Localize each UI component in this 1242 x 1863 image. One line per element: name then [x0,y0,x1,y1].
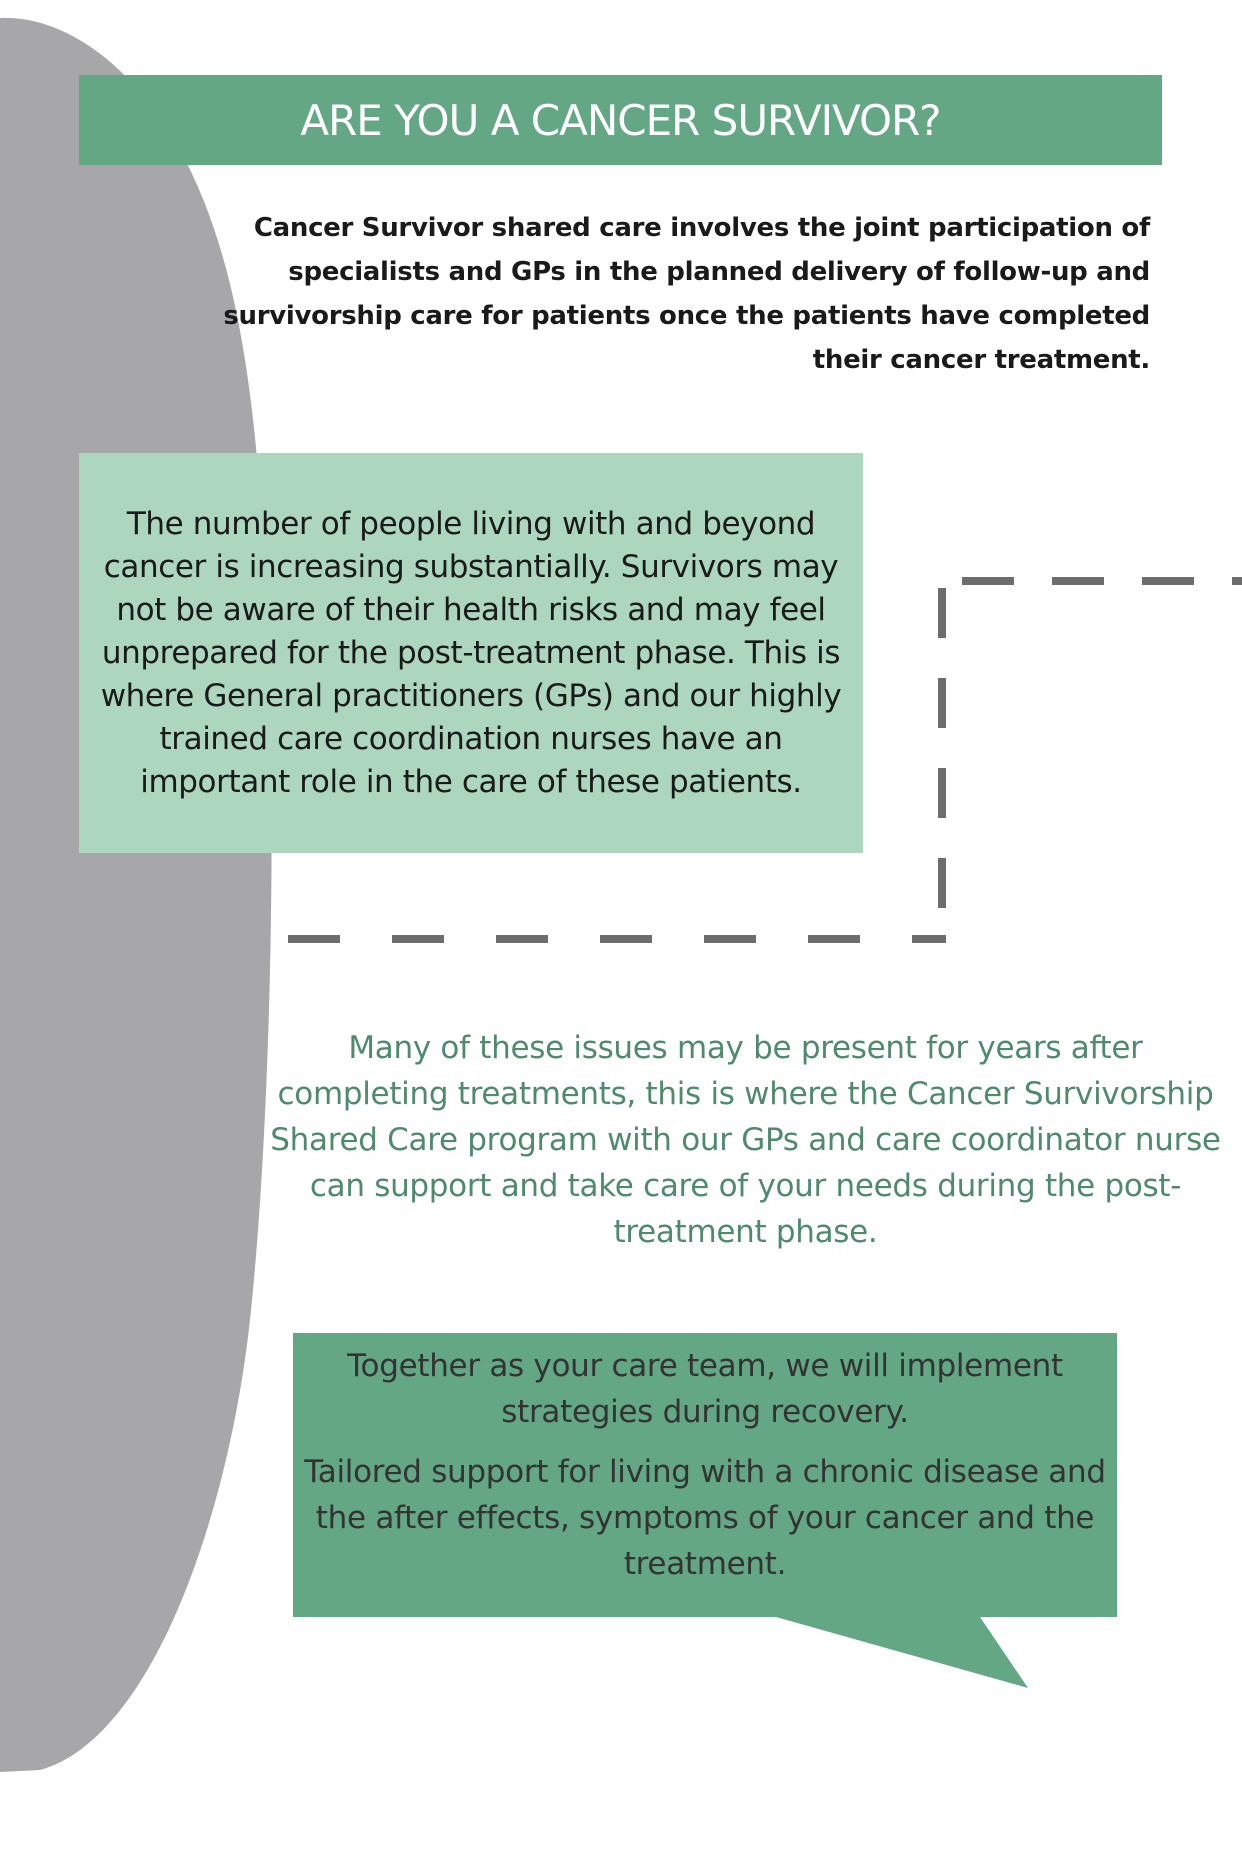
page-title: ARE YOU A CANCER SURVIVOR? [300,95,941,145]
speech-bubble-text [294,1343,1116,1587]
bubble-line-1: Together as your care team, we will implement strategies during recovery. [347,1348,1063,1430]
support-paragraph: Many of these issues may be present for years after completing treatments, this is where the Cancer Survivorship Shared Care program with our GPs and care coordinator nurse can support and take care of your needs during the post-treatment phase. [270,1030,1221,1250]
intro-paragraph: Cancer Survivor shared care involves the joint participation of specialists and GPs in the planned delivery of follow-up and survivorship care for patients once the patients have completed their cancer treatment. [223,213,1150,375]
bubble-line-2: Tailored support for living with a chronic disease and the after effects, symptoms of your cancer and the treatment. [304,1454,1106,1582]
info-box-text: The number of people living with and beyond cancer is increasing substantially. Survivors may not be aware of their health risks and may feel unprepared for the post-treatment phase. This is where General practitioners (GPs) and our highly trained care coordination nurses have an important role in the care of these patients. [100,505,842,800]
